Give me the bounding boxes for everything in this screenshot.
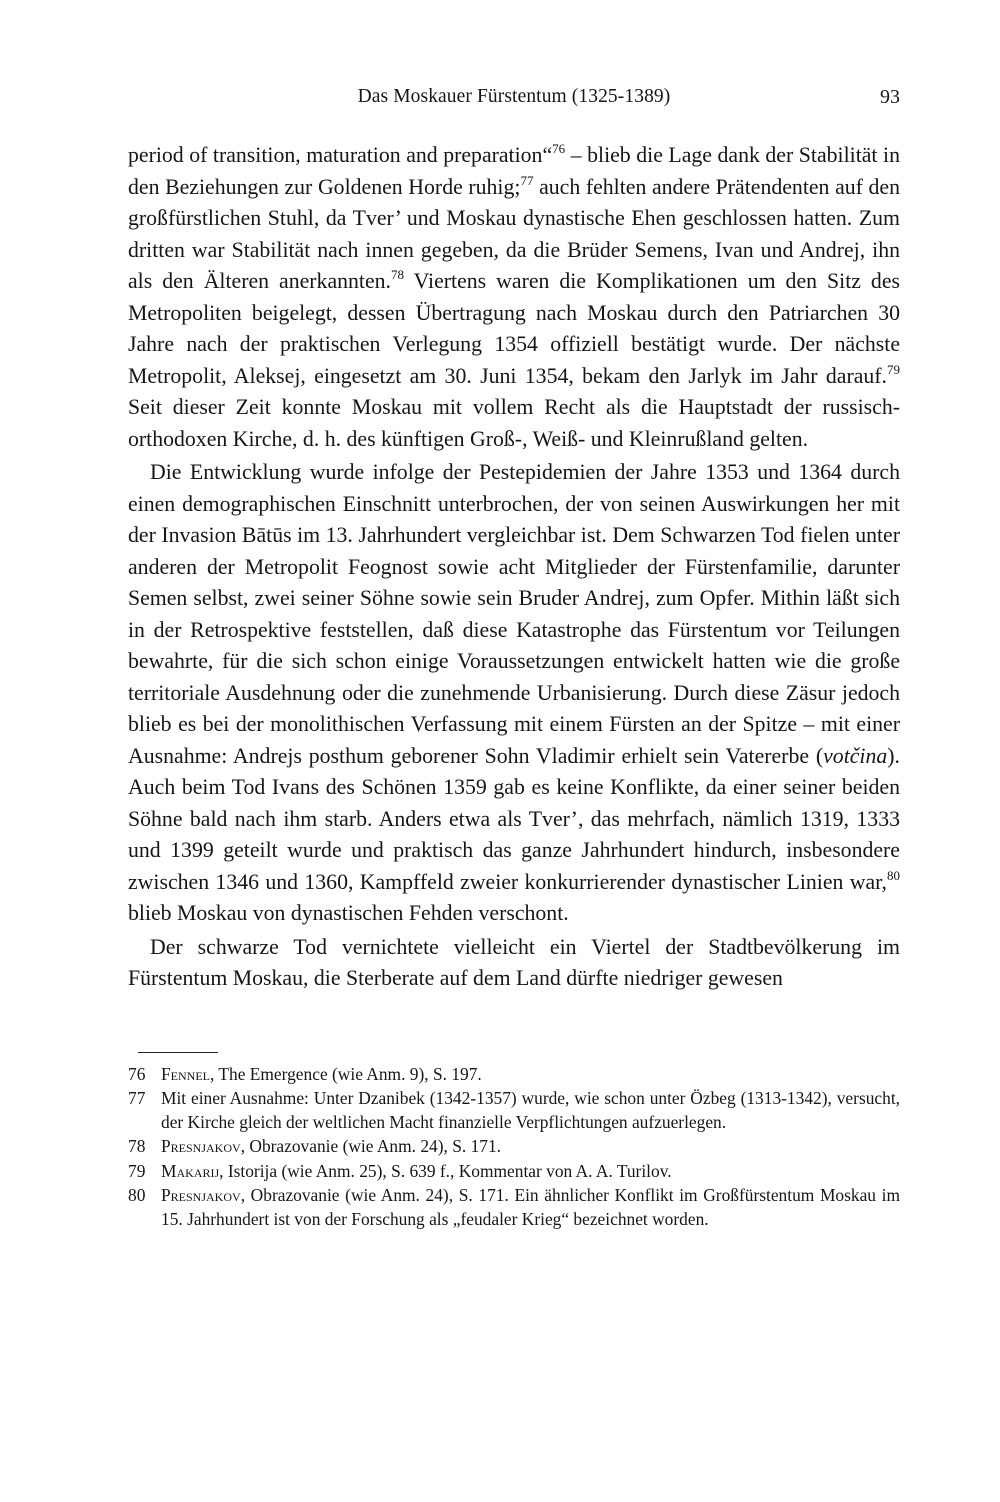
footnote-body: , The Emergence (wie Anm. 9), S. 197. [210, 1063, 482, 1084]
footnote-text [161, 1086, 900, 1135]
footnote-text [161, 1134, 900, 1158]
footnote-number: 79 [128, 1160, 146, 1181]
footnote-76 [128, 1062, 900, 1086]
paragraph-3 [128, 932, 900, 995]
text-run: Viertens waren die Komplikationen um den Sitz des Metropoliten beigelegt, dessen Übertragung nach Moskau durch den Patriarchen 30 Jahre nach der praktischen Verlegung 1354 offiziell bestätigt wurde. Der nächste Metropolit, Aleksej, eingesetzt am 30. Juni 1354, bekam den Jarlyk im Jahr darauf. [128, 269, 900, 388]
text-run: period of transition, maturation and preparation“ [128, 143, 553, 167]
body-text [128, 140, 900, 995]
footnote-text [161, 1062, 900, 1086]
text-run: ). Auch beim Tod Ivans des Schönen 1359 gab es keine Konflikte, da einer seiner beiden Söhne bald nach ihm starb. Anders etwa als Tver’, das mehrfach, nämlich 1319, 1333 und 1399 geteilt wurde und praktisch das ganze Jahrhundert hindurch, insbesondere zwischen 1346 und 1360, Kampffeld zweier konkurrierender dynastischer Linien war, [128, 743, 900, 894]
paragraph-2 [128, 457, 900, 930]
running-head [128, 86, 900, 120]
footnote-separator [138, 1052, 218, 1053]
running-title: Das Moskauer Fürstentum (1325-1389) [357, 86, 671, 107]
footnote-body: Mit einer Ausnahme: Unter Dzanibek (1342-1357) wurde, wie schon unter Özbeg (1313-1342), versucht, der Kirche gleich der weltlichen Macht finanzielle Verpflichtungen aufzuerlegen. [161, 1087, 900, 1133]
book-page [128, 86, 900, 1232]
text-run: – blieb die Lage dank der Stabilität in den Beziehungen zur Goldenen Horde ruhig; [128, 143, 900, 199]
footnote-number: 80 [128, 1184, 146, 1205]
footnote-body: , Obrazovanie (wie Anm. 24), S. 171. Ein ähnlicher Konflikt im Großfürstentum Moskau im 15. Jahrhundert ist von der Forschung als „feudaler Krieg“ bezeichnet worden. [161, 1184, 900, 1230]
footnote-author: Presnjakov [161, 1184, 241, 1205]
footnote-79 [128, 1159, 900, 1183]
page-number: 93 [880, 86, 900, 108]
footnote-number: 78 [128, 1136, 146, 1157]
footnote-author: Makarij [161, 1160, 220, 1181]
footnotes [128, 1062, 900, 1232]
footnote-body: , Obrazovanie (wie Anm. 24), S. 171. [240, 1136, 502, 1157]
text-run: auch fehlten andere Prätendenten auf den großfürstlichen Stuhl, da Tver’ und Moskau dynastische Ehen geschlossen hatten. Zum dritten war Stabilität nach innen gegeben, da die Brüder Semens, Ivan und Andrej, ihn als den Älteren anerkannten. [128, 174, 900, 293]
footnote-author: Fennel [161, 1063, 210, 1084]
footnote-text [161, 1159, 900, 1183]
text-run: Die Entwicklung wurde infolge der Pestepidemien der Jahre 1353 und 1364 durch einen demographischen Einschnitt unterbrochen, der von seinen Auswirkungen her mit der Invasion Bātūs im 13. Jahrhundert vergleichbar ist. Dem Schwarzen Tod fielen unter anderen der Metropolit Feognost sowie acht Mitglieder der Fürstenfamilie, darunter Semen selbst, zwei seiner Söhne sowie sein Bruder Andrej, zum Opfer. Mithin läßt sich in der Retrospektive feststellen, daß diese Katastrophe das Fürstentum vor Teilungen bewahrte, für die sich schon einige Voraussetzungen entwickelt hatten wie die große territoriale Ausdehnung oder die zunehmende Urbanisierung. Durch diese Zäsur jedoch blieb es bei der monolithischen Verfassung mit einem Fürsten an der Spitze – mit einer Ausnahme: Andrejs posthum geborener Sohn Vladimir erhielt sein Vatererbe ( [128, 460, 900, 768]
text-run: Der schwarze Tod vernichtete vielleicht ein Viertel der Stadtbevölkerung im Fürstentum Moskau, die Sterberate auf dem Land dürfte niedriger gewesen [128, 934, 900, 990]
footnote-number: 77 [128, 1087, 146, 1108]
paragraph-1 [128, 140, 900, 455]
footnote-body: , Istorija (wie Anm. 25), S. 639 f., Kommentar von A. A. Turilov. [219, 1160, 672, 1181]
footnote-77 [128, 1086, 900, 1135]
footnote-ref-79: 79 [887, 361, 900, 377]
italic-term: votčina [823, 743, 888, 768]
footnote-ref-78: 78 [391, 267, 405, 282]
footnote-author: Presnjakov [161, 1136, 241, 1157]
footnote-78 [128, 1134, 900, 1158]
footnote-ref-76: 76 [552, 141, 566, 156]
footnote-ref-77: 77 [520, 172, 534, 188]
text-run: blieb Moskau von dynastischen Fehden verschont. [128, 901, 569, 925]
footnote-text [161, 1183, 900, 1232]
footnote-80 [128, 1183, 900, 1232]
footnote-ref-80: 80 [887, 867, 900, 883]
footnote-number: 76 [128, 1063, 146, 1084]
text-run: Seit dieser Zeit konnte Moskau mit vollem Recht als die Hauptstadt der russisch-orthodoxen Kirche, d. h. des künftigen Groß-, Weiß- und Kleinrußland gelten. [128, 395, 900, 451]
